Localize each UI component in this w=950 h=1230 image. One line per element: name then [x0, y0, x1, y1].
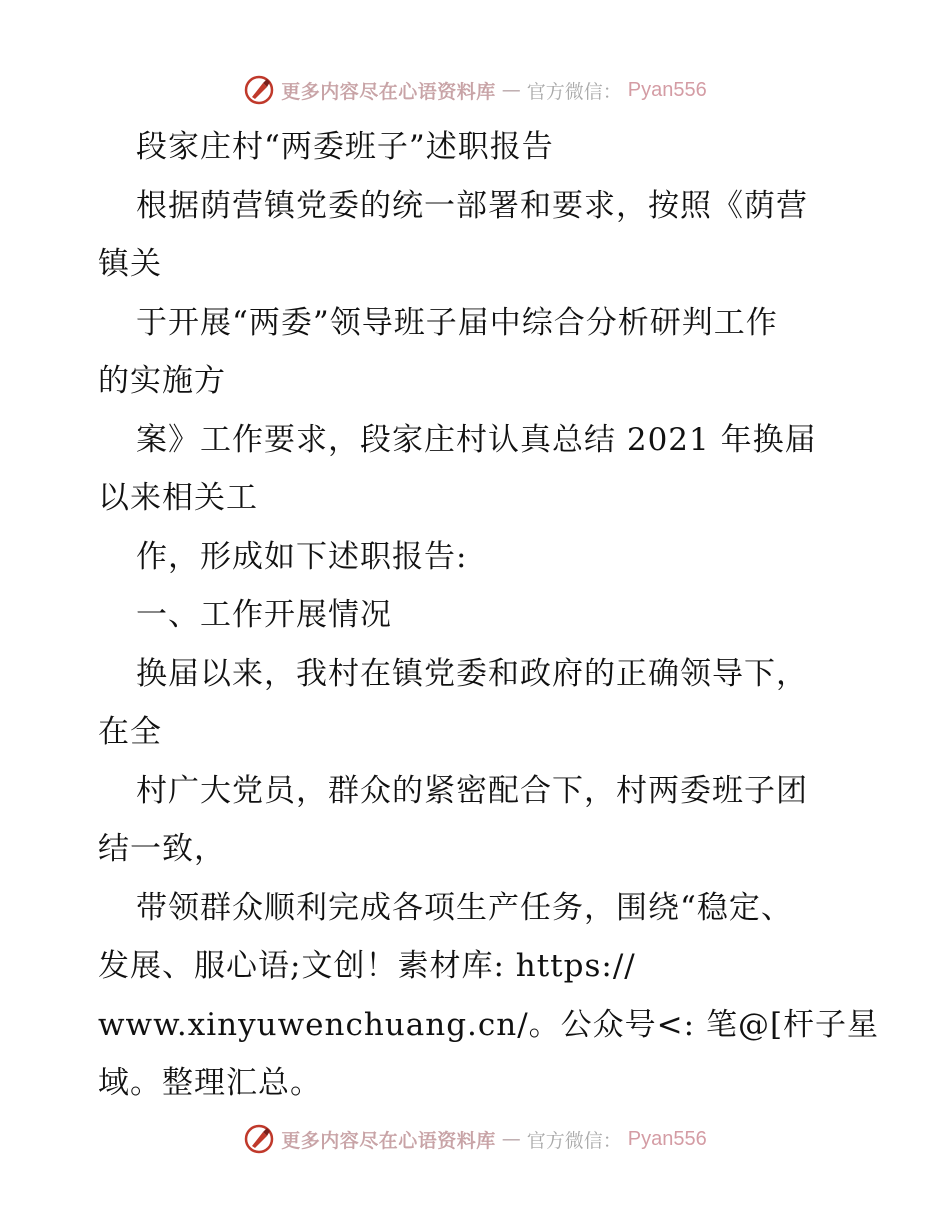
- document-body: [98, 118, 880, 1113]
- text-line: 在全: [98, 714, 162, 750]
- pen-nib-logo-icon: [243, 1123, 275, 1155]
- text-line: 镇关: [98, 246, 162, 282]
- banner-wechat-id: Pyan556: [627, 1127, 707, 1150]
- text-line: 换届以来，我村在镇党委和政府的正确领导下，: [136, 655, 808, 692]
- document-title: 段家庄村“两委班子”述职报告: [136, 129, 554, 165]
- banner-wechat-label: 官方微信：: [526, 80, 622, 103]
- text-line: 于开展“两委”领导班子届中综合分析研判工作: [136, 304, 778, 341]
- text-line: 的实施方: [98, 363, 226, 399]
- text-line: 发展、服心语;文创！素材库: https://: [98, 948, 636, 984]
- pen-nib-logo-icon: [243, 74, 275, 106]
- header-watermark-banner: [0, 72, 950, 108]
- text-line: 作，形成如下述职报告:: [136, 538, 468, 575]
- text-line: 以来相关工: [98, 480, 258, 516]
- footer-watermark-banner: [0, 1121, 950, 1157]
- banner-main-text: 更多内容尽在心语资料库: [281, 1129, 496, 1152]
- section-heading: 一、工作开展情况: [136, 597, 392, 633]
- text-line: 案》工作要求，段家庄村认真总结 2021 年换届: [136, 421, 817, 458]
- banner-dash: —: [501, 1128, 521, 1150]
- text-line: 村广大党员，群众的紧密配合下，村两委班子团: [136, 772, 808, 809]
- text-line: 结一致，: [98, 831, 226, 867]
- banner-wechat-label: 官方微信：: [526, 1129, 622, 1152]
- banner-wechat-id: Pyan556: [627, 78, 707, 101]
- banner-dash: —: [501, 79, 521, 101]
- banner-main-text: 更多内容尽在心语资料库: [281, 80, 496, 103]
- text-line: 域。整理汇总。: [98, 1065, 322, 1101]
- text-line: 带领群众顺利完成各项生产任务，围绕“稳定、: [136, 889, 793, 926]
- text-line: 根据荫营镇党委的统一部署和要求，按照《荫营: [136, 187, 808, 224]
- text-line: www.xinyuwenchuang.cn/。公众号<: 笔@[杆子星: [98, 1006, 880, 1043]
